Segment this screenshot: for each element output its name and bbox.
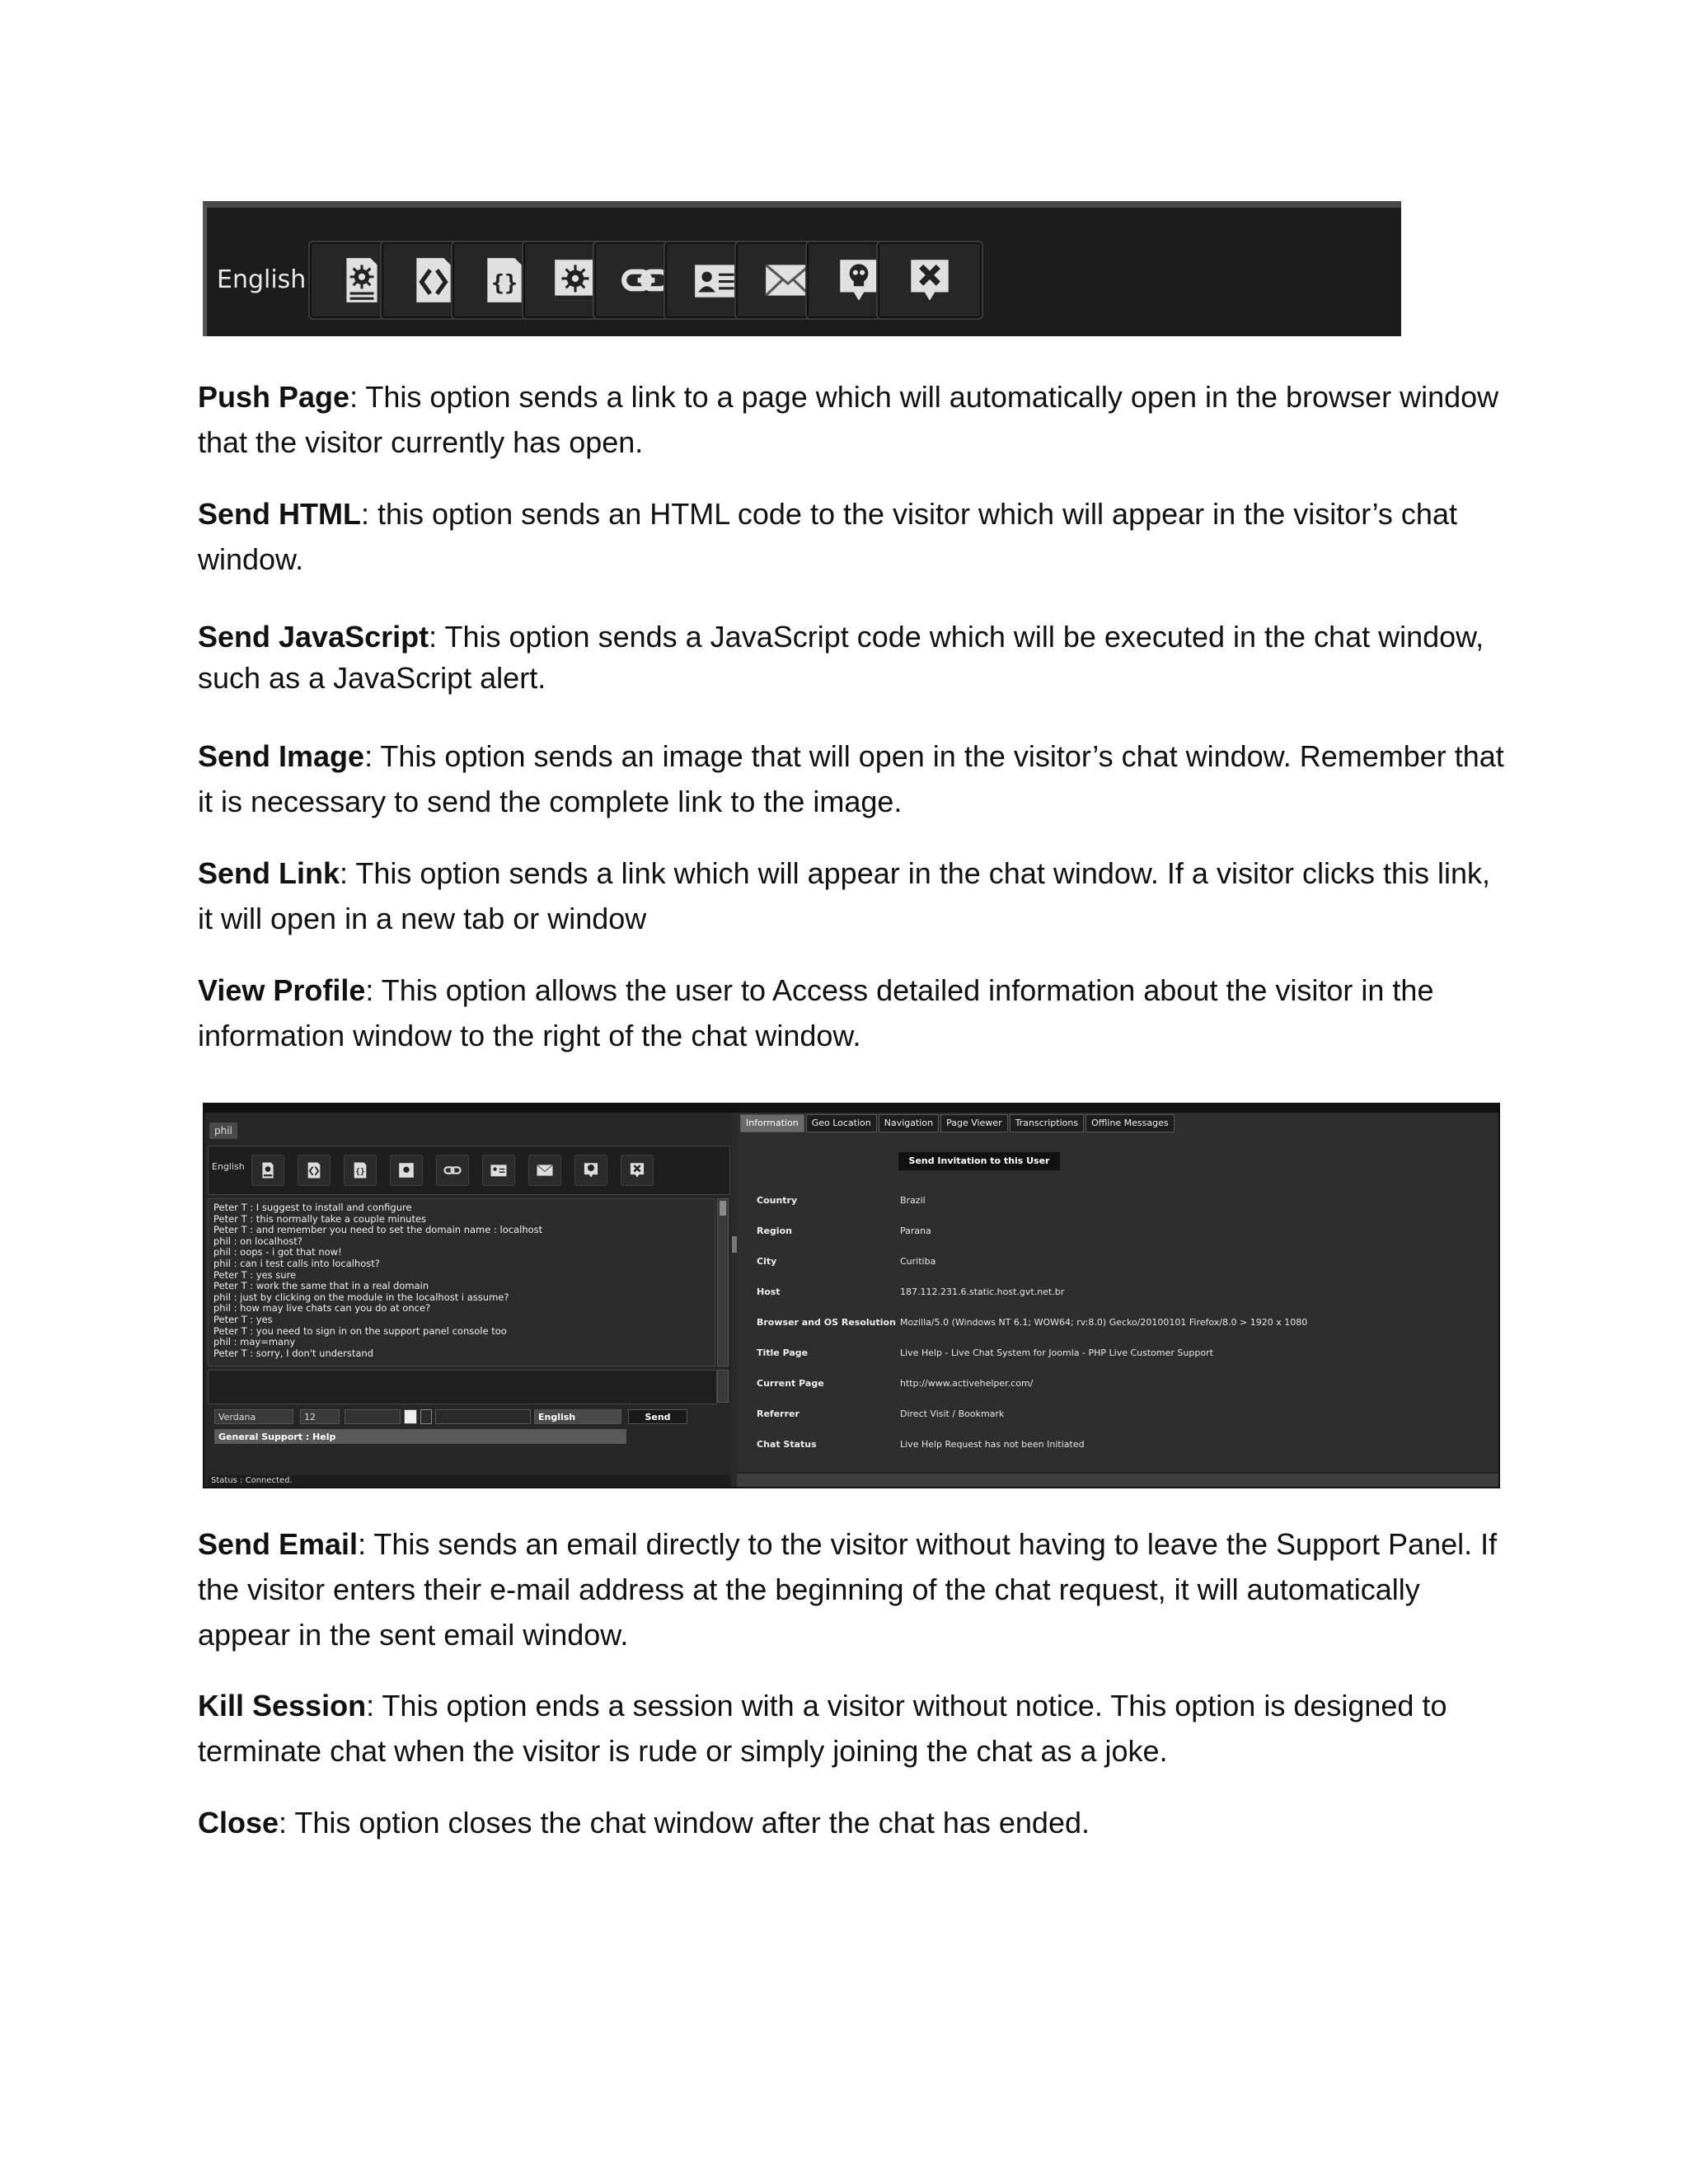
- html-code-icon: [305, 1161, 323, 1179]
- send-javascript-description: [198, 616, 1508, 699]
- send-image-text: : This option sends an image that will open in the visitor’s chat window. Remember that it is necessary to send the complete link to the image.: [198, 739, 1504, 818]
- close-button[interactable]: [876, 241, 983, 320]
- info-value: Parana: [900, 1226, 931, 1236]
- push-page-description: [198, 374, 1508, 465]
- tab-navigation[interactable]: Navigation: [879, 1114, 939, 1132]
- tab-offline-messages[interactable]: Offline Messages: [1085, 1114, 1175, 1132]
- send-javascript-button[interactable]: [344, 1155, 377, 1186]
- send-javascript-term: Send JavaScript: [198, 620, 429, 654]
- chat-line: Peter T : yes sure: [213, 1268, 297, 1281]
- send-link-text: : This option sends a link which will appear in the chat window. If a visitor clicks this link, it will open in a new tab or window: [198, 856, 1490, 935]
- chat-line: Peter T : this normally take a couple minutes: [213, 1212, 427, 1225]
- kill-session-button[interactable]: [574, 1155, 607, 1186]
- info-value: Curitiba: [900, 1256, 936, 1267]
- chat-line: phil : can i test calls into localhost?: [213, 1257, 380, 1269]
- send-link-term: Send Link: [198, 856, 340, 890]
- department-select[interactable]: General Support : Help: [214, 1429, 626, 1444]
- info-key: Chat Status: [757, 1439, 817, 1450]
- info-key: Referrer: [757, 1408, 799, 1419]
- chat-pane: [204, 1113, 732, 1488]
- chat-line: phil : may=many: [213, 1336, 296, 1348]
- push-page-term: Push Page: [198, 380, 350, 414]
- link-icon: [443, 1161, 462, 1179]
- image-icon: [397, 1161, 415, 1179]
- chat-line: Peter T : I suggest to install and configure: [213, 1202, 412, 1213]
- view-profile-text: : This option allows the user to Access detailed information about the visitor in the information window to the right of the chat window.: [198, 973, 1434, 1052]
- javascript-braces-icon: [351, 1161, 369, 1179]
- chat-line: phil : just by clicking on the module in the localhost i assume?: [213, 1291, 509, 1303]
- info-row-browser: [757, 1317, 1307, 1328]
- visitor-info-pane: [737, 1113, 1498, 1488]
- push-page-icon: [259, 1161, 277, 1179]
- view-profile-description: [198, 968, 1508, 1058]
- chat-toolbar: [208, 1146, 730, 1195]
- send-email-term: Send Email: [198, 1527, 359, 1561]
- send-image-description: [198, 733, 1508, 824]
- send-html-text: : this option sends an HTML code to the visitor which will appear in the visitor’s chat window.: [198, 497, 1457, 576]
- canned-text-select[interactable]: [435, 1409, 531, 1424]
- view-profile-term: View Profile: [198, 973, 366, 1007]
- info-tabs: [740, 1114, 1175, 1131]
- send-html-button[interactable]: [298, 1155, 331, 1186]
- language-label: English: [217, 265, 307, 294]
- send-link-description: [198, 851, 1508, 941]
- support-panel-screenshot: [203, 1103, 1500, 1488]
- close-text: : This option closes the chat window after the chat has ended.: [279, 1806, 1090, 1840]
- send-invitation-button[interactable]: Send Invitation to this User: [898, 1152, 1060, 1170]
- info-value: Mozilla/5.0 (Windows NT 6.1; WOW64; rv:8.0) Gecko/20100101 Firefox/8.0 > 1920 x 1080: [900, 1317, 1308, 1328]
- info-key: Host: [757, 1286, 781, 1297]
- push-page-text: : This option sends a link to a page which will automatically open in the browser window that the visitor currently has open.: [198, 380, 1499, 459]
- chat-line: phil : oops - i got that now!: [213, 1246, 342, 1258]
- info-row-country: [757, 1195, 926, 1206]
- close-icon: [904, 255, 955, 306]
- chat-line: Peter T : you need to sign in on the support panel console too: [213, 1324, 507, 1337]
- info-key: Title Page: [757, 1347, 809, 1358]
- close-term: Close: [198, 1806, 279, 1840]
- font-select[interactable]: Verdana: [214, 1409, 293, 1424]
- svg-text:{}: {}: [355, 1167, 365, 1177]
- info-key: Region: [757, 1226, 792, 1236]
- chat-line: Peter T : and remember you need to set the domain name : localhost: [213, 1224, 543, 1236]
- info-value: 187.112.231.6.static.host.gvt.net.br: [900, 1286, 1065, 1297]
- color-swatch[interactable]: [404, 1409, 417, 1424]
- info-value: Live Help Request has not been Initiated: [900, 1439, 1085, 1450]
- close-button[interactable]: [621, 1155, 654, 1186]
- message-input[interactable]: [208, 1370, 717, 1404]
- chat-transcript[interactable]: [208, 1198, 715, 1366]
- chat-line: phil : how may live chats can you do at once?: [213, 1302, 431, 1315]
- chat-scrollbar[interactable]: [717, 1198, 729, 1366]
- info-key: City: [757, 1256, 777, 1267]
- info-row-chat-status: [757, 1439, 1085, 1450]
- send-email-description: [198, 1521, 1508, 1657]
- info-value: http://www.activehelper.com/: [900, 1378, 1034, 1389]
- chat-line: phil : on localhost?: [213, 1235, 302, 1247]
- send-html-term: Send HTML: [198, 497, 361, 531]
- profile-card-icon: [490, 1161, 508, 1179]
- toolbar-screenshot: [203, 201, 1401, 336]
- chat-toolbar-language: English: [212, 1161, 245, 1172]
- info-key: Country: [757, 1195, 798, 1206]
- send-link-button[interactable]: [436, 1155, 469, 1186]
- tab-geo-location[interactable]: Geo Location: [806, 1114, 877, 1132]
- chat-line: Peter T : work the same that in a real domain: [213, 1280, 429, 1292]
- format-separator: [420, 1409, 432, 1424]
- info-bottom-bar: [737, 1472, 1498, 1488]
- close-icon: [628, 1161, 646, 1179]
- send-image-button[interactable]: [390, 1155, 423, 1186]
- push-page-button[interactable]: [251, 1155, 284, 1186]
- close-description: [198, 1800, 1508, 1845]
- tab-information[interactable]: Information: [740, 1114, 804, 1132]
- send-email-button[interactable]: [528, 1155, 561, 1186]
- language-select[interactable]: English: [534, 1409, 621, 1424]
- envelope-icon: [536, 1161, 554, 1179]
- info-value: Live Help - Live Chat System for Joomla - PHP Live Customer Support: [900, 1347, 1213, 1358]
- kill-session-text: : This option ends a session with a visitor without notice. This option is designed to terminate chat when the visitor is rude or simply joining the chat as a joke.: [198, 1689, 1447, 1768]
- info-value: Direct Visit / Bookmark: [900, 1408, 1005, 1419]
- info-row-title-page: [757, 1347, 1213, 1358]
- info-row-current-page: [757, 1378, 1033, 1389]
- skull-icon: [582, 1161, 600, 1179]
- panel-top-bar: [204, 1104, 1498, 1113]
- info-row-host: [757, 1286, 1064, 1297]
- info-key: Browser and OS Resolution: [757, 1317, 896, 1328]
- status-bar: Status : Connected.: [208, 1475, 730, 1487]
- chat-line: Peter T : sorry, I don't understand: [213, 1347, 373, 1359]
- send-image-term: Send Image: [198, 739, 365, 773]
- info-row-city: [757, 1256, 935, 1267]
- tab-page-viewer[interactable]: Page Viewer: [940, 1114, 1008, 1132]
- send-button[interactable]: Send: [628, 1409, 687, 1424]
- message-scrollbar[interactable]: [717, 1370, 729, 1403]
- view-profile-button[interactable]: [482, 1155, 515, 1186]
- info-value: Brazil: [900, 1195, 926, 1206]
- send-javascript-text: : This option sends a JavaScript code which will be executed in the chat window, such as a JavaScript alert.: [198, 620, 1484, 695]
- kill-session-term: Kill Session: [198, 1689, 367, 1722]
- info-row-region: [757, 1226, 931, 1236]
- chat-line: Peter T : yes: [213, 1313, 273, 1325]
- chat-tab-visitor[interactable]: phil: [209, 1122, 237, 1139]
- send-email-text: : This sends an email directly to the visitor without having to leave the Support Panel. If the visitor enters their e-mail address at the beginning of the chat request, it will automatically appear in the sent email window.: [198, 1527, 1498, 1652]
- tab-transcriptions[interactable]: Transcriptions: [1010, 1114, 1084, 1132]
- format-buttons[interactable]: [345, 1409, 401, 1424]
- info-key: Current Page: [757, 1378, 824, 1389]
- svg-text:{}: {}: [490, 270, 518, 297]
- send-html-description: [198, 491, 1508, 582]
- kill-session-description: [198, 1683, 1508, 1774]
- font-size-select[interactable]: 12: [300, 1409, 340, 1424]
- info-row-referrer: [757, 1408, 1004, 1419]
